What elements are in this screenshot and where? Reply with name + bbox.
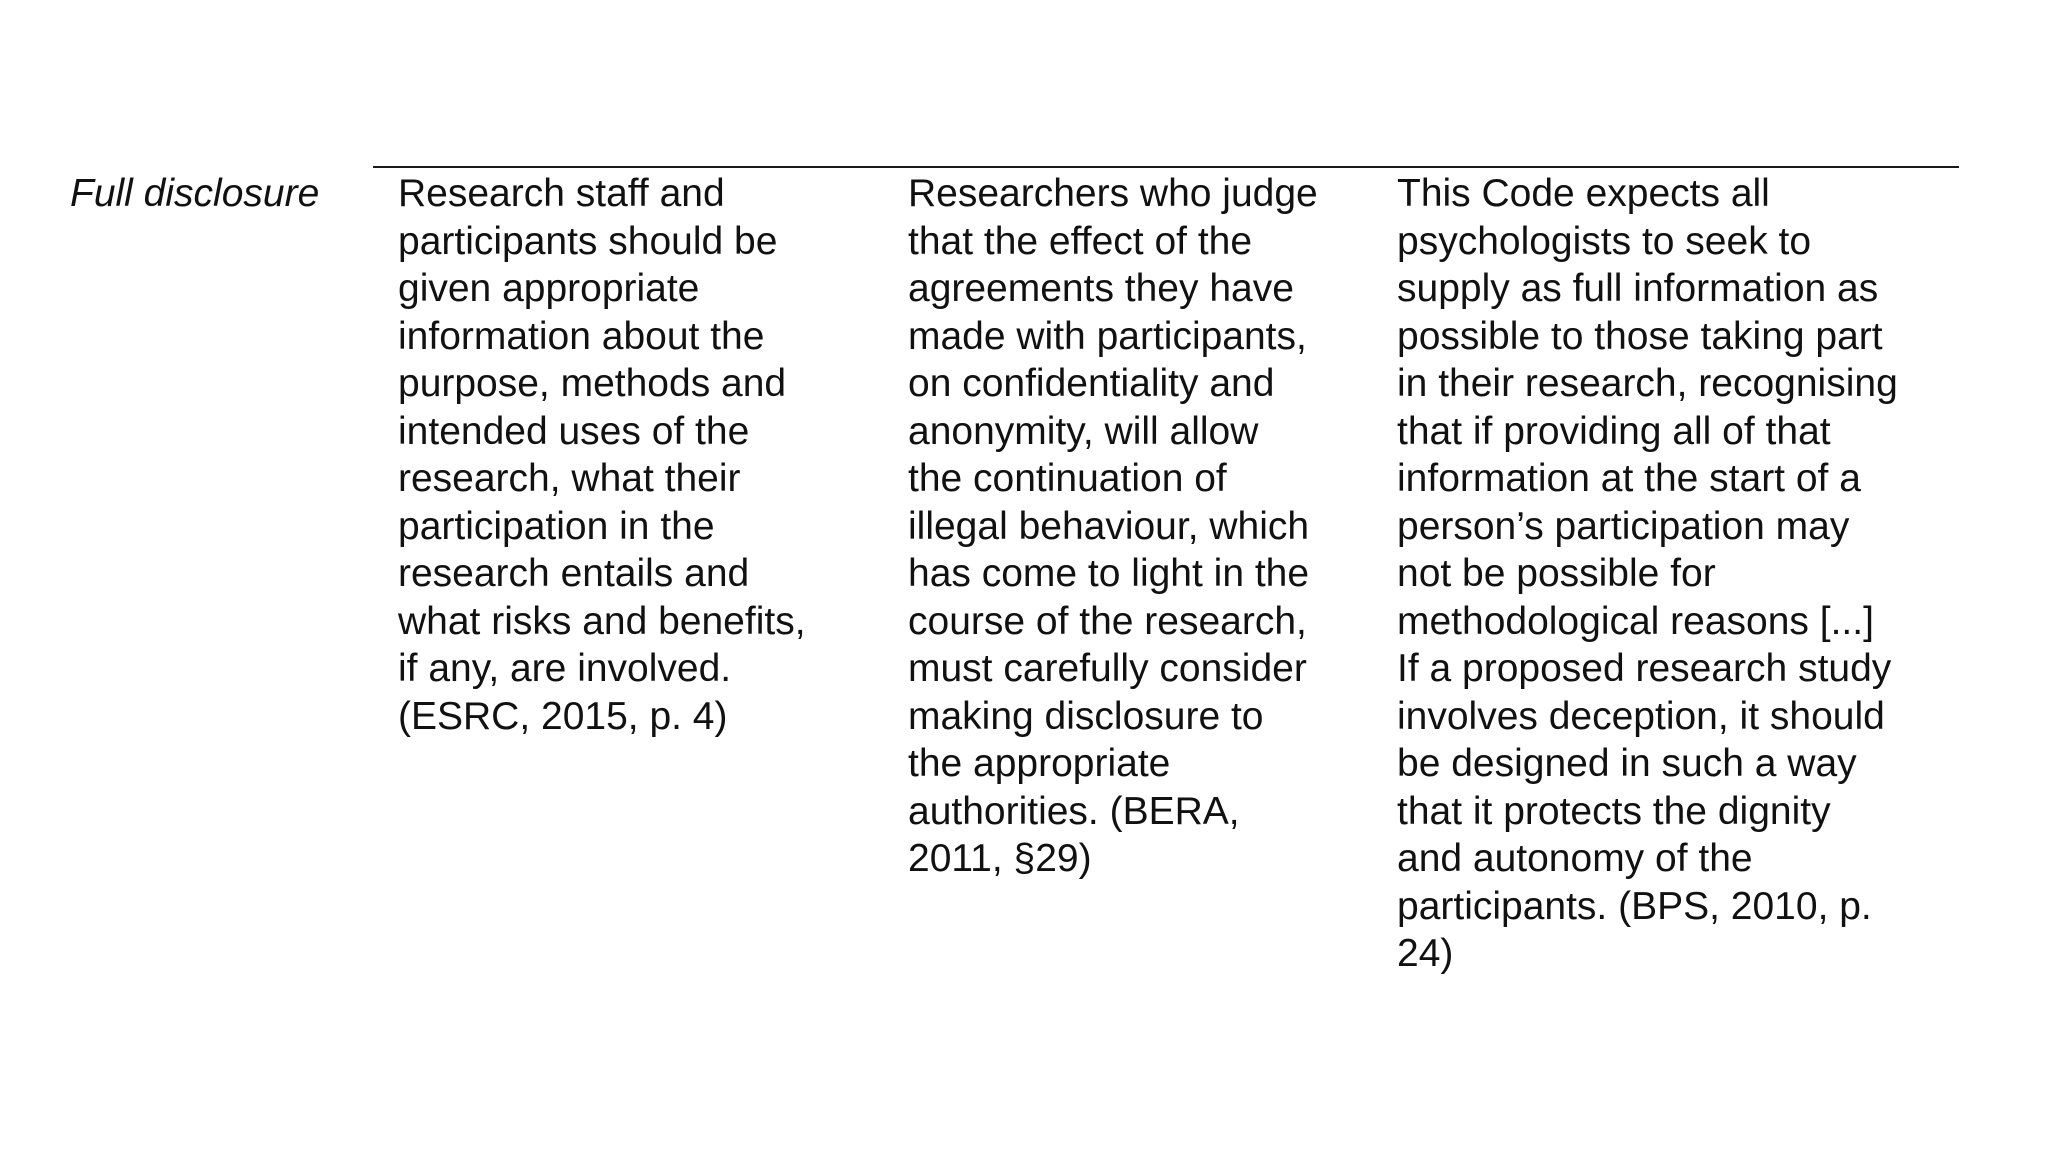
table-top-rule <box>373 166 1959 168</box>
table-cell-bps-quote: This Code expects all psychologists to seek to supply as full information as possible to those taking part in their research, recognising that if providing all of that information at the start of a person’s participation may not be possible for methodological reasons [...] If a proposed research study involves deception, it should be designed in such a way that it protects the dignity and autonomy of the participants. (BPS, 2010, p. 24) <box>1397 172 1898 975</box>
table-cell-bera-quote: Researchers who judge that the effect of the agreements they have made with participants, on confidentiality and anonymity, will allow the continuation of illegal behaviour, which has come to light in the course of the research, must carefully consider making disclosure to the appropriate authorities. (BERA, 2011, §29) <box>908 172 1318 880</box>
table-cell-esrc-quote: Research staff and participants should be given appropriate information about the purpose, methods and intended uses of the research, what their participation in the research entails and what risks and benefits, if any, are involved. (ESRC, 2015, p. 4) <box>398 172 806 738</box>
row-label-full-disclosure: Full disclosure <box>70 172 320 215</box>
